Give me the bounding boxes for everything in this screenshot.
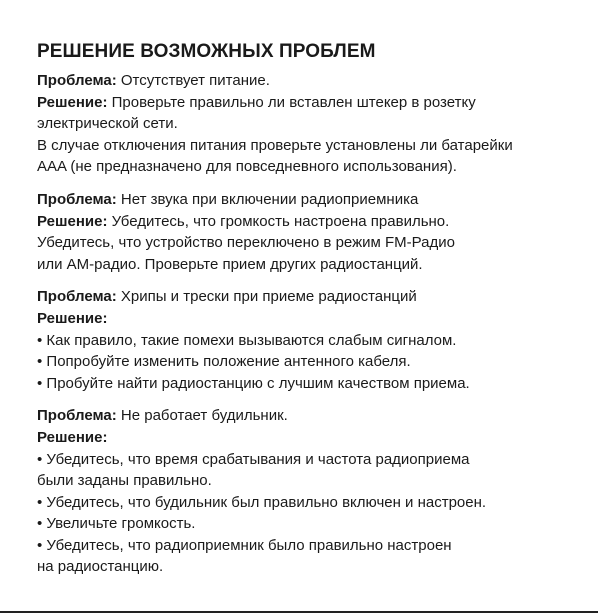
text-line: Убедитесь, что устройство переключено в режим FM-Радио: [37, 234, 455, 252]
problem-label: Проблема:: [37, 72, 117, 89]
bullet-line: • Убедитесь, что радиоприемник было правильно настроен: [37, 536, 452, 554]
text-line: были заданы правильно.: [37, 472, 212, 490]
problem-section-no-power: [37, 70, 582, 178]
bullet-line: • Попробуйте изменить положение антенного кабеля.: [37, 353, 411, 371]
problem-text: Отсутствует питание.: [116, 72, 270, 89]
troubleshooting-page: [37, 40, 582, 589]
solution-label: Решение:: [37, 428, 108, 446]
solution-text: Проверьте правильно ли вставлен штекер в розетку: [107, 93, 476, 111]
solution-label: Решение:: [37, 309, 108, 327]
problem-line: [37, 405, 582, 427]
solution-line: [37, 427, 582, 449]
problem-section-noise: [37, 286, 582, 394]
solution-line: [37, 308, 582, 330]
bullet-line: • Увеличьте громкость.: [37, 515, 196, 533]
bullet-line: • Пробуйте найти радиостанцию с лучшим качеством приема.: [37, 374, 470, 392]
problem-label: Проблема:: [37, 407, 117, 425]
solution-line: [37, 92, 582, 114]
page-title: РЕШЕНИЕ ВОЗМОЖНЫХ ПРОБЛЕМ: [37, 41, 376, 62]
problem-section-no-sound: [37, 189, 582, 275]
solution-label: Решение:: [37, 212, 108, 230]
problem-label: Проблема:: [37, 190, 117, 208]
problem-line: [37, 70, 582, 92]
text-line: В случае отключения питания проверьте установлены ли батарейки: [37, 136, 513, 154]
text-line: или AM-радио. Проверьте прием других радиостанций.: [37, 255, 423, 273]
problem-text: Не работает будильник.: [116, 407, 288, 425]
bullet-line: • Убедитесь, что будильник был правильно включен и настроен.: [37, 493, 487, 511]
problem-line: [37, 189, 582, 211]
solution-label: Решение:: [37, 93, 108, 111]
text-line: на радиостанцию.: [37, 558, 164, 576]
problem-text: Хрипы и трески при приеме радиостанций: [116, 288, 417, 306]
problem-section-alarm: [37, 405, 582, 578]
solution-text: Убедитесь, что громкость настроена правильно.: [107, 212, 450, 230]
problem-label: Проблема:: [37, 288, 117, 306]
solution-line: [37, 211, 582, 233]
problem-text: Нет звука при включении радиоприемника: [116, 190, 419, 208]
text-line: AAA (не предназначено для повседневного использования).: [37, 158, 457, 176]
bottom-divider: [0, 611, 598, 613]
bullet-line: • Как правило, такие помехи вызываются слабым сигналом.: [37, 331, 457, 349]
problem-line: [37, 286, 582, 308]
bullet-line: • Убедитесь, что время срабатывания и частота радиоприема: [37, 450, 470, 468]
text-line: электрической сети.: [37, 115, 178, 133]
